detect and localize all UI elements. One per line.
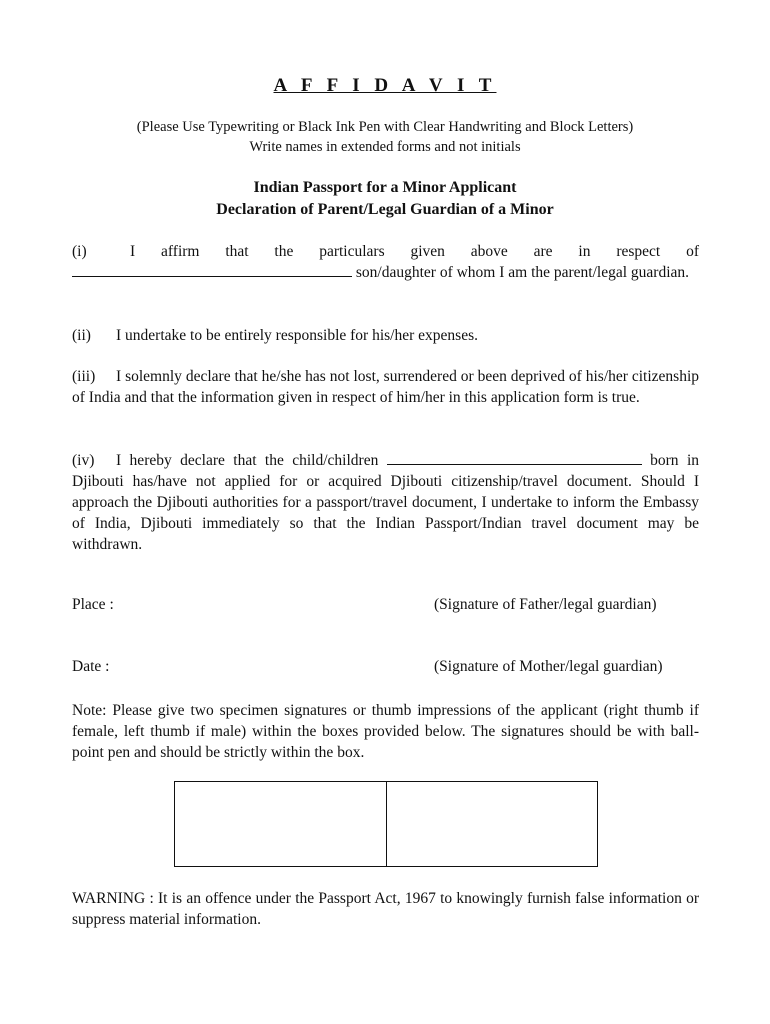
- clause-iv-text-a: I hereby declare that the child/children: [116, 452, 379, 469]
- specimen-signature-boxes: [174, 781, 598, 867]
- heading-line-1: Indian Passport for a Minor Applicant: [253, 179, 517, 196]
- clause-ii-number: (ii): [72, 327, 91, 344]
- clause-iii: [72, 366, 699, 408]
- specimen-signature-box-2[interactable]: [386, 782, 598, 866]
- clause-iii-text: I solemnly declare that he/she has not lost, surrendered or been deprived of his/her citizenship of India and that the information given in respect of him/her in this application form is true.: [72, 368, 699, 406]
- clause-iii-number: (iii): [72, 368, 96, 385]
- date-label: Date :: [72, 658, 110, 675]
- clause-ii: [72, 325, 699, 346]
- place-label: Place :: [72, 596, 114, 613]
- instruction-line-1: (Please Use Typewriting or Black Ink Pen with Clear Handwriting and Block Letters): [136, 119, 634, 135]
- clause-i-text-a: I affirm that the particulars given above are in respect of: [130, 243, 699, 260]
- note-paragraph: Note: Please give two specimen signatures or thumb impressions of the applicant (right thumb if female, left thumb if male) within the boxes provided below. The signatures should be with ball-point pen and should be strictly within the box.: [72, 702, 699, 761]
- clause-iv: [72, 450, 699, 555]
- father-signature-label: (Signature of Father/legal guardian): [434, 596, 657, 613]
- instruction-line-2: Write names in extended forms and not initials: [249, 139, 521, 155]
- clause-ii-text: I undertake to be entirely responsible for his/her expenses.: [116, 327, 478, 344]
- clause-iv-text-b: born in Djibouti has/have not applied for or acquired Djibouti citizenship/travel document. Should I approach the Djibouti authorities for a passport/travel document, I undertake to inform the Embassy of India, Djibouti immediately so that the Indian Passport/Indian travel document may be withdrawn.: [72, 452, 700, 553]
- warning-paragraph: WARNING : It is an offence under the Passport Act, 1967 to knowingly furnish false information or suppress material information.: [72, 890, 699, 928]
- clause-i: [72, 241, 699, 283]
- clause-iv-number: (iv): [72, 452, 95, 469]
- mother-signature-label: (Signature of Mother/legal guardian): [434, 658, 663, 675]
- document-title: A F F I D A V I T: [273, 75, 497, 96]
- minor-name-blank[interactable]: [72, 262, 352, 277]
- clause-i-text-b: son/daughter of whom I am the parent/legal guardian.: [355, 264, 690, 281]
- specimen-signature-box-1[interactable]: [175, 782, 386, 866]
- clause-i-number: (i): [72, 243, 87, 260]
- child-name-blank[interactable]: [387, 450, 642, 465]
- heading-line-2: Declaration of Parent/Legal Guardian of a Minor: [216, 201, 554, 218]
